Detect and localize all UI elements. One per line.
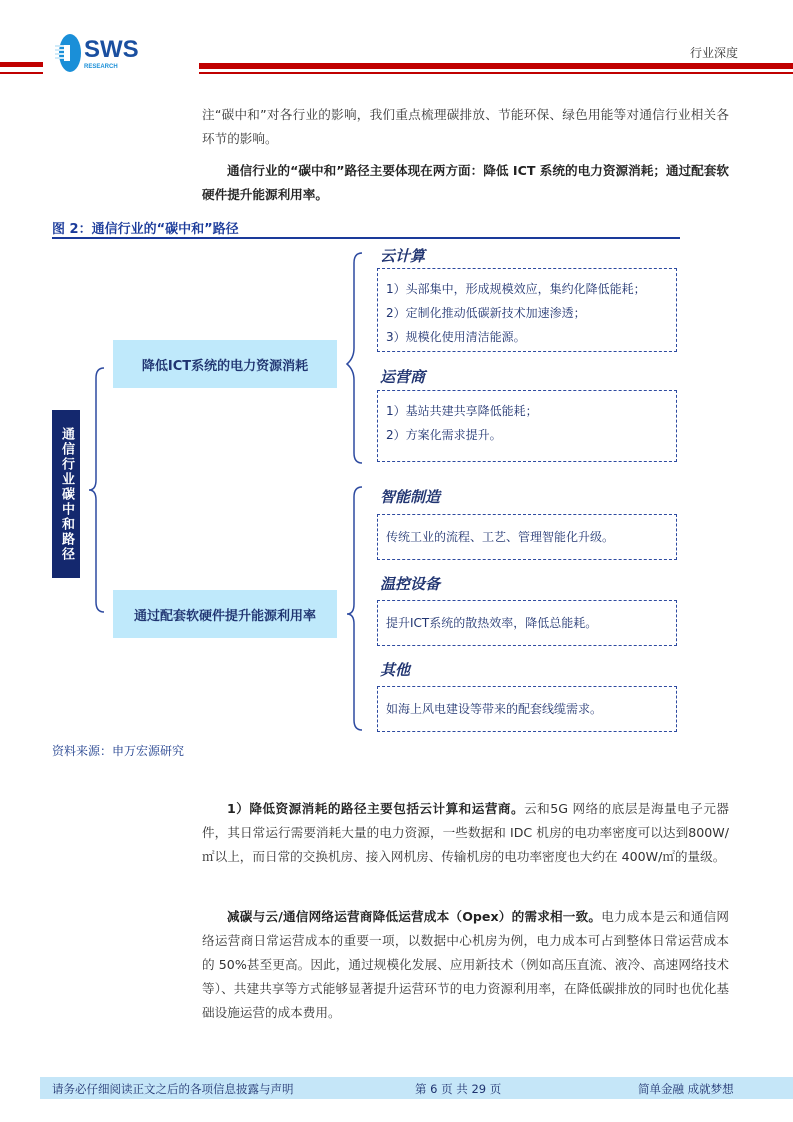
leaf-heading-smart-manufacturing: 智能制造 — [380, 488, 441, 506]
intro-paragraph: 注“碳中和”对各行业的影响，我们重点梳理碳排放、节能环保、绿色用能等对通信行业相关各环节的影响。 — [202, 107, 729, 146]
leaf-box-operator — [377, 390, 677, 462]
paragraph-lead: 1）降低资源消耗的路径主要包括云计算和运营商。 — [227, 801, 525, 816]
leaf-box-other — [377, 686, 677, 732]
leaf-item: 1）头部集中，形成规模效应，集约化降低能耗； — [386, 282, 646, 296]
leaf-heading-operator: 运营商 — [380, 368, 426, 386]
branch-reduce-ict-consumption: 降低ICT系统的电力资源消耗 — [113, 340, 337, 388]
footer-slogan: 简单金融 成就梦想 — [638, 1082, 734, 1096]
report-category: 行业深度 — [690, 46, 739, 60]
footer-bar — [40, 1077, 793, 1099]
leaf-box-cloud — [377, 268, 677, 352]
leaf-item: 如海上风电建设等带来的配套线缆需求。 — [386, 702, 603, 716]
branch-improve-efficiency: 通过配套软硬件提升能源利用率 — [113, 590, 337, 638]
leaf-box-temperature-control — [377, 600, 677, 646]
leaf-item: 提升ICT系统的散热效率，降低总能耗。 — [386, 616, 598, 630]
leaf-box-smart-manufacturing — [377, 514, 677, 560]
leaf-item: 2）方案化需求提升。 — [386, 428, 502, 442]
branch2-brace — [347, 487, 362, 730]
body-paragraph-1 — [202, 797, 729, 869]
leaf-item: 1）基站共建共享降低能耗； — [386, 404, 538, 418]
branch1-brace — [347, 253, 362, 463]
leaf-item: 传统工业的流程、工艺、管理智能化升级。 — [386, 530, 615, 544]
footer-disclaimer: 请务必仔细阅读正文之后的各项信息披露与声明 — [52, 1082, 294, 1096]
figure-source: 资料来源：申万宏源研究 — [52, 744, 185, 758]
logo-subtext: RESEARCH — [84, 64, 118, 70]
leaf-item: 3）规模化使用清洁能源。 — [386, 330, 526, 344]
paragraph-text: 云和5G 网络的底层是海量电子元器件，其日常运行需要消耗大量的电力资源，一些数据和 IDC 机房的电功率密度可以达到800W/㎡以上，而日常的交换机房、接入网机房、传输机房的电功率密度也大约在 400W/㎡的量级。 — [202, 801, 730, 864]
diagram-root: 通信行业碳中和路径 — [52, 410, 80, 578]
leaf-heading-other: 其他 — [380, 661, 411, 679]
figure-title: 图 2：通信行业的“碳中和”路径 — [52, 222, 239, 237]
leaf-heading-cloud: 云计算 — [380, 247, 426, 265]
paragraph-text: 电力成本是云和通信网络运营商日常运营成本的重要一项，以数据中心机房为例，电力成本可占到整体日常运营成本的 50%甚至更高。因此，通过规模化发展、应用新技术（例如高压直流、液冷、高速网络技术等）、共建共享等方式能够显著提升运营环节的电力资源利用率，在降低碳排放的同时也优化基础设施运营的成本费用。 — [202, 909, 729, 1020]
paragraph-lead: 减碳与云/通信网络运营商降低运营成本（Opex）的需求相一致。 — [227, 909, 602, 924]
footer-page-number: 第 6 页 共 29 页 — [415, 1082, 502, 1096]
body-paragraph-2 — [202, 905, 729, 1025]
root-brace — [89, 368, 104, 612]
logo-text: SWS — [84, 36, 139, 63]
leaf-item: 2）定制化推动低碳新技术加速渗透； — [386, 306, 586, 320]
intro-summary: 通信行业的“碳中和”路径主要体现在两方面：降低 ICT 系统的电力资源消耗；通过配套软硬件提升能源利用率。 — [202, 163, 729, 202]
leaf-heading-temperature-control: 温控设备 — [380, 575, 441, 593]
